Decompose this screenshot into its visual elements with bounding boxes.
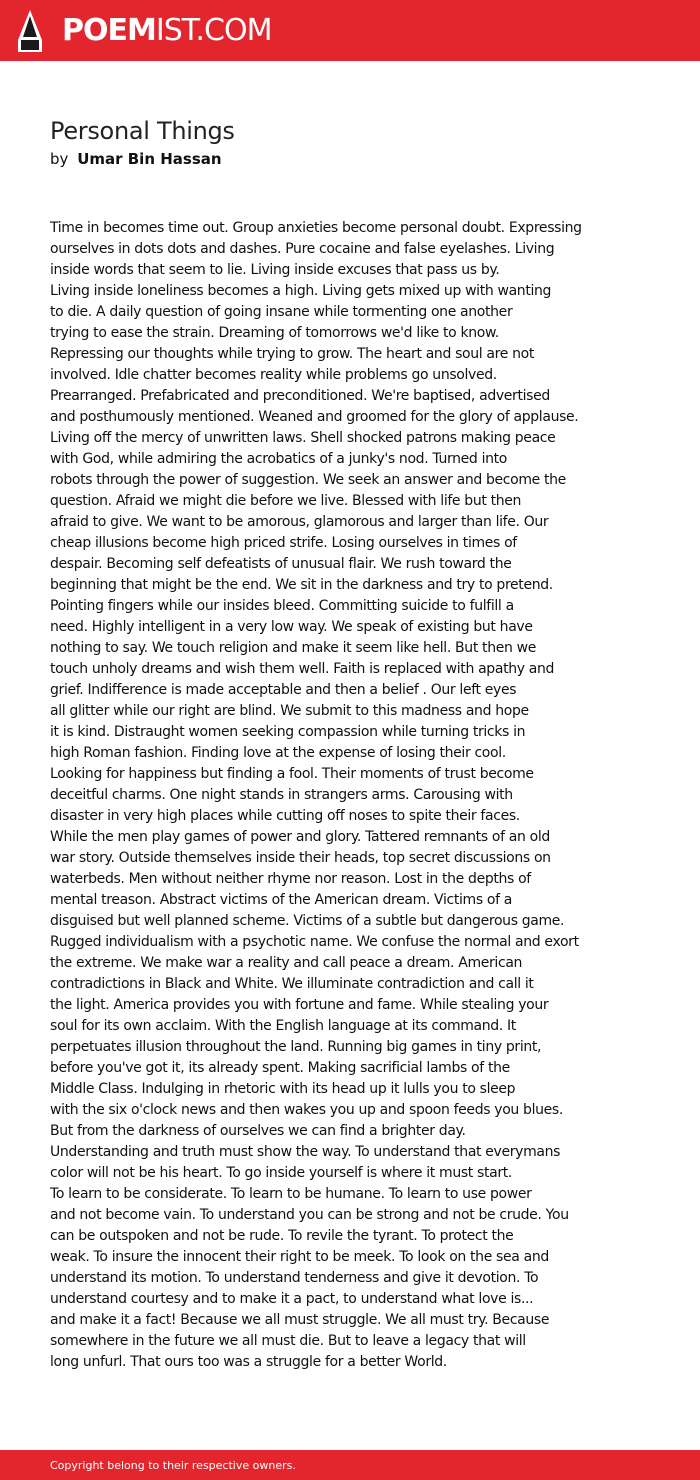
copyright-notice: Copyright belong to their respective owners. [50,1459,296,1472]
poem-line: mental treason. Abstract victims of the American dream. Victims of a [50,892,512,908]
poem-line: long unfurl. That ours too was a struggle for a better World. [50,1354,447,1370]
site-header [0,0,700,61]
poem-line: cheap illusions become high priced strife. Losing ourselves in times of [50,535,517,551]
poem-line: understand courtesy and to make it a pact, to understand what love is... [50,1291,534,1307]
poem-line: Middle Class. Indulging in rhetoric with its head up it lulls you to sleep [50,1081,516,1097]
poem-line: Understanding and truth must show the way. To understand that everymans [50,1144,561,1160]
poem-line: perpetuates illusion throughout the land. Running big games in tiny print, [50,1039,542,1055]
by-label: by [50,150,69,168]
poem-line: to die. A daily question of going insane while tormenting one another [50,304,513,320]
author-name[interactable]: Umar Bin Hassan [77,150,222,168]
poem-line: waterbeds. Men without neither rhyme nor reason. Lost in the depths of [50,871,531,887]
poem-line: and make it a fact! Because we all must struggle. We all must try. Because [50,1312,550,1328]
poem-line: nothing to say. We touch religion and make it seem like hell. But then we [50,640,536,656]
poem-line: Living inside loneliness becomes a high. Living gets mixed up with wanting [50,283,552,299]
poem-line: Rugged individualism with a psychotic name. We confuse the normal and exort [50,934,579,950]
poem-line: somewhere in the future we all must die. But to leave a legacy that will [50,1333,526,1349]
poem-line: trying to ease the strain. Dreaming of tomorrows we'd like to know. [50,325,499,341]
poem-line: need. Highly intelligent in a very low way. We speak of existing but have [50,619,533,635]
poem-line: While the men play games of power and glory. Tattered remnants of an old [50,829,550,845]
poem-line: soul for its own acclaim. With the English language at its command. It [50,1018,516,1034]
poem-line: contradictions in Black and White. We illuminate contradiction and call it [50,976,534,992]
poem-line: disaster in very high places while cutting off noses to spite their faces. [50,808,520,824]
poem-line: and not become vain. To understand you can be strong and not be crude. You [50,1207,569,1223]
site-logo[interactable] [62,11,271,51]
poem-line: war story. Outside themselves inside their heads, top secret discussions on [50,850,551,866]
poem-line: color will not be his heart. To go inside yourself is where it must start. [50,1165,512,1181]
poem-line: and posthumously mentioned. Weaned and groomed for the glory of applause. [50,409,579,425]
poem-line: before you've got it, its already spent. Making sacrificial lambs of the [50,1060,510,1076]
logo-bold-text: POEM [62,13,156,48]
poem-line: involved. Idle chatter becomes reality while problems go unsolved. [50,367,497,383]
poem-line: inside words that seem to lie. Living inside excuses that pass us by. [50,262,500,278]
poem-line: Looking for happiness but finding a fool. Their moments of trust become [50,766,534,782]
poem-line: all glitter while our right are blind. We submit to this madness and hope [50,703,529,719]
poem-line: disguised but well planned scheme. Victims of a subtle but dangerous game. [50,913,565,929]
poem-line: But from the darkness of ourselves we can find a brighter day. [50,1123,466,1139]
poem-line: Repressing our thoughts while trying to grow. The heart and soul are not [50,346,534,362]
poem-line: the extreme. We make war a reality and call peace a dream. American [50,955,523,971]
poem-line: Living off the mercy of unwritten laws. Shell shocked patrons making peace [50,430,556,446]
poem-line: the light. America provides you with fortune and fame. While stealing your [50,997,549,1013]
poem-line: To learn to be considerate. To learn to be humane. To learn to use power [50,1186,532,1202]
poem-line: high Roman fashion. Finding love at the expense of losing their cool. [50,745,506,761]
poem-line: Time in becomes time out. Group anxieties become personal doubt. Expressing [50,220,582,236]
poem-line: touch unholy dreams and wish them well. Faith is replaced with apathy and [50,661,555,677]
poem-line: can be outspoken and not be rude. To revile the tyrant. To protect the [50,1228,514,1244]
poem-line: beginning that might be the end. We sit in the darkness and try to pretend. [50,577,553,593]
poem-line: grief. Indifference is made acceptable and then a belief . Our left eyes [50,682,517,698]
poem-line: despair. Becoming self defeatists of unusual flair. We rush toward the [50,556,512,572]
logo-thin-text: IST.COM [155,13,272,48]
poem-line: Pointing fingers while our insides bleed. Committing suicide to fulfill a [50,598,514,614]
poem-line: weak. To insure the innocent their right to be meek. To look on the sea and [50,1249,549,1265]
poem-line: ourselves in dots dots and dashes. Pure cocaine and false eyelashes. Living [50,241,555,257]
site-footer [0,1450,700,1480]
poem-line: Prearranged. Prefabricated and preconditioned. We're baptised, advertised [50,388,550,404]
poem-body [50,218,690,1373]
poem-line: question. Afraid we might die before we live. Blessed with life but then [50,493,522,509]
poem-line: understand its motion. To understand tenderness and give it devotion. To [50,1270,539,1286]
poem-line: with God, while admiring the acrobatics of a junky's nod. Turned into [50,451,507,467]
poem-title: Personal Things [50,117,235,145]
byline [50,148,222,170]
poem-line: robots through the power of suggestion. We seek an answer and become the [50,472,566,488]
poem-line: deceitful charms. One night stands in strangers arms. Carousing with [50,787,513,803]
poem-line: afraid to give. We want to be amorous, glamorous and larger than life. Our [50,514,549,530]
poem-line: it is kind. Distraught women seeking compassion while turning tricks in [50,724,526,740]
pencil-tip-icon[interactable] [18,10,42,52]
poem-line: with the six o'clock news and then wakes you up and spoon feeds you blues. [50,1102,563,1118]
